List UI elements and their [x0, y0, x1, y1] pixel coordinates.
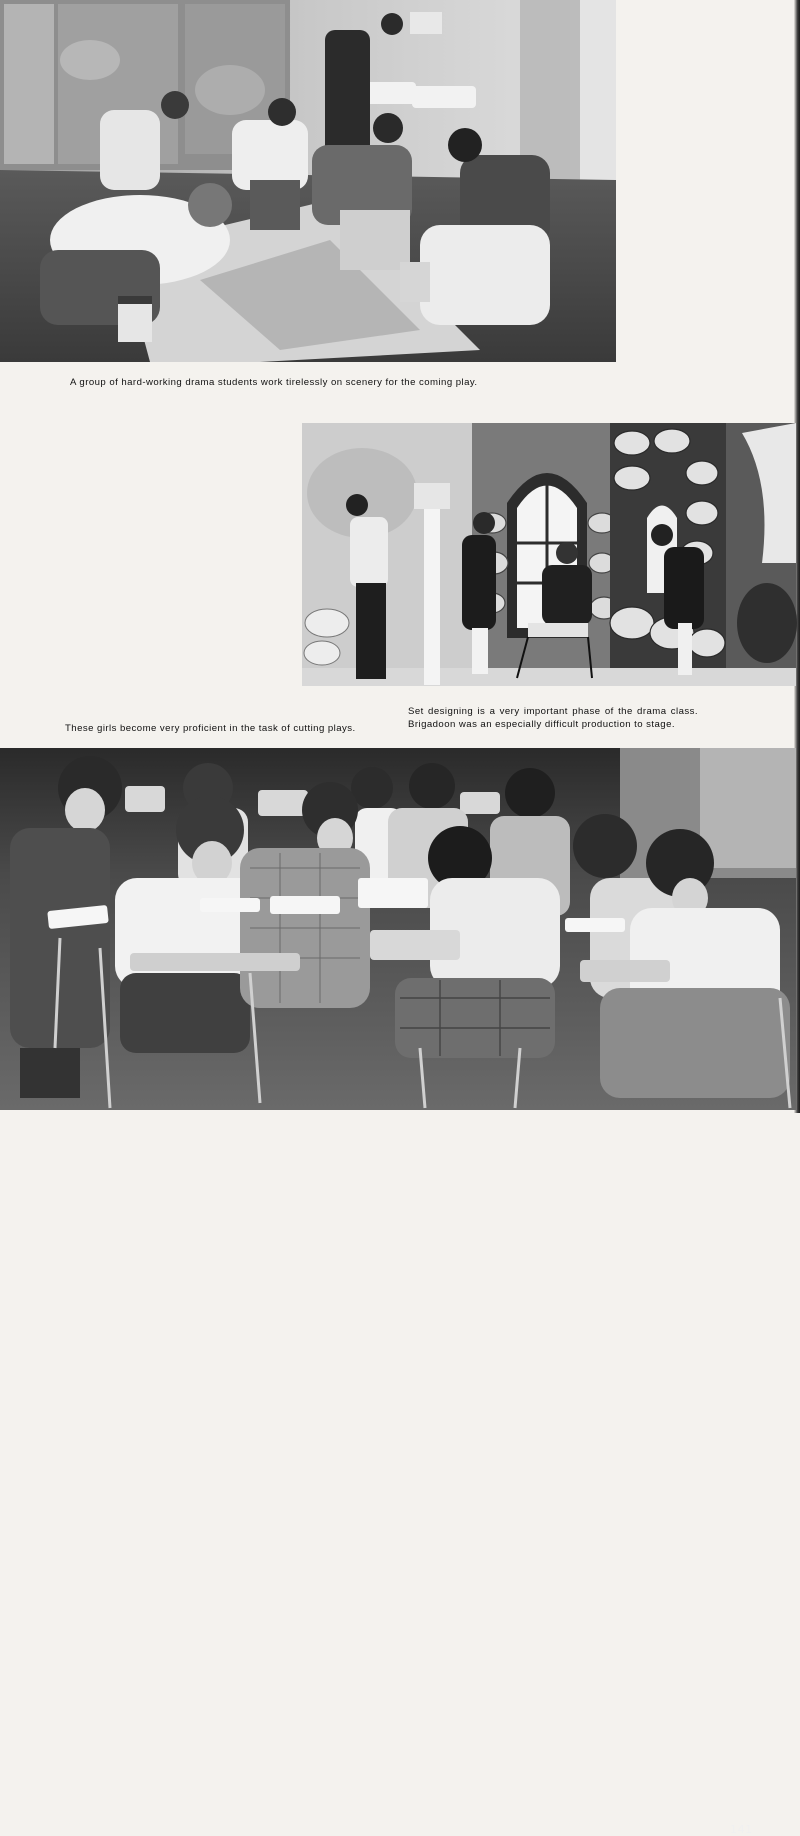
- photo-students-painting-scenery: [0, 0, 616, 362]
- photo-girls-cutting-plays: [0, 748, 796, 1836]
- photo-set-designing: [302, 423, 796, 686]
- page-number: 141: [730, 1823, 753, 1836]
- caption-painting-scenery: A group of hard-working drama students work tirelessly on scenery for the coming play.: [70, 377, 478, 388]
- caption-cutting-plays: These girls become very proficient in the task of cutting plays.: [65, 723, 356, 734]
- caption-set-designing: Set designing is a very important phase of the drama class. Brigadoon was an especially difficult production to stage.: [408, 706, 698, 730]
